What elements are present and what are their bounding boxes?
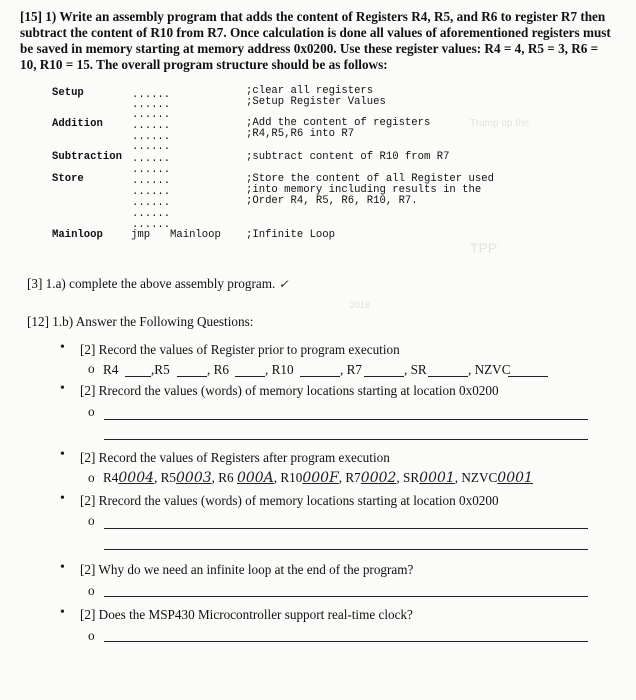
question-2: [2] Rrecord the values (words) of memory locations starting at location 0x0200 — [80, 383, 499, 398]
mainloop-operand: Mainloop — [170, 229, 221, 241]
dots: ...... — [132, 120, 171, 132]
answer-blank[interactable] — [125, 376, 151, 377]
addition-comment-2: ;R4,R5,R6 into R7 — [246, 128, 355, 140]
q1-reg-r7: , R7 — [340, 362, 362, 377]
answer-line[interactable] — [104, 549, 588, 550]
dots: ...... — [132, 153, 171, 165]
q1-reg-sr: , SR — [404, 362, 427, 377]
dots: ...... — [132, 164, 171, 176]
question-4: [2] Rrecord the values (words) of memory locations starting at location 0x0200 — [80, 493, 499, 508]
mainloop-instruction: jmp — [131, 229, 151, 241]
question-line-4: 10, R10 = 15. The overall program structure should be as follows: — [20, 57, 388, 72]
question-line-3: be saved in memory starting at memory address 0x0200. Use these register values: R4 = 4, R5 = 3, R6 = — [20, 41, 599, 56]
part-a-label: [3] 1.a) complete the above assembly program. — [27, 276, 276, 291]
watermark-text: 2018 — [350, 300, 371, 310]
answer-line[interactable] — [104, 641, 588, 642]
question-3: [2] Record the values of Registers after program execution — [80, 450, 390, 465]
answer-blank[interactable] — [300, 376, 340, 377]
q1-reg-r10: , R10 — [265, 362, 294, 377]
store-comment-3: ;Order R4, R5, R6, R10, R7. — [246, 195, 418, 207]
answer-blank[interactable] — [508, 376, 548, 377]
r7-handwritten-value: 0002 — [360, 470, 397, 486]
answer-blank[interactable] — [428, 376, 468, 377]
addition-comment-1: ;Add the content of registers — [246, 117, 431, 129]
question-number: 1) — [45, 9, 57, 24]
circle-bullet-icon: o — [88, 404, 95, 419]
bullet-icon: • — [60, 381, 65, 396]
r6-handwritten-value: 000A — [236, 470, 274, 486]
dots: ...... — [132, 131, 171, 143]
setup-comment-1: ;clear all registers — [246, 85, 374, 97]
sr-handwritten-value: 0001 — [419, 470, 455, 486]
mainloop-label: Mainloop — [52, 229, 103, 241]
dots: ...... — [132, 208, 171, 220]
answer-line[interactable] — [104, 439, 588, 440]
dots: ...... — [132, 175, 171, 187]
store-comment-1: ;Store the content of all Register used — [246, 173, 494, 185]
answer-line[interactable] — [104, 528, 588, 529]
r10-handwritten-value: 000F — [302, 470, 339, 486]
bullet-icon: • — [60, 560, 65, 575]
dots: ...... — [132, 197, 171, 209]
bullet-icon: • — [60, 340, 65, 355]
answer-line[interactable] — [104, 596, 588, 597]
question-points: [15] — [20, 9, 42, 24]
answer-blank[interactable] — [235, 376, 265, 377]
watermark-text: Trump up the — [470, 118, 530, 129]
watermark-text: TPP — [470, 240, 498, 256]
subtraction-label: Subtraction — [52, 151, 122, 163]
q1-reg-r5: ,R5 — [151, 362, 170, 377]
nzvc-handwritten-value: 0001 — [497, 470, 533, 486]
part-a-text — [27, 276, 289, 292]
question-6: [2] Does the MSP430 Microcontroller support real-time clock? — [80, 607, 413, 622]
dots: ...... — [132, 99, 171, 111]
question-1: [2] Record the values of Register prior to program execution — [80, 342, 400, 357]
q1-reg-r6: , R6 — [207, 362, 229, 377]
bullet-icon: • — [60, 491, 65, 506]
circle-bullet-icon: o — [88, 513, 95, 528]
setup-comment-2: ;Setup Register Values — [246, 96, 386, 108]
mainloop-comment: ;Infinite Loop — [246, 229, 336, 241]
answer-blank[interactable] — [177, 376, 207, 377]
setup-label: Setup — [52, 87, 84, 99]
answer-blank[interactable] — [364, 376, 404, 377]
question-header — [20, 9, 605, 25]
part-b-heading: [12] 1.b) Answer the Following Questions: — [27, 314, 254, 329]
question-5: [2] Why do we need an infinite loop at the end of the program? — [80, 562, 414, 577]
q3-answers: R40004, R50003, R6 000A, R10000F, R70002, SR0001, NZVC0001 — [103, 470, 533, 486]
q1-reg-nzvc: , NZVC — [468, 362, 511, 377]
dots: ...... — [132, 109, 171, 121]
q1-reg-r4: R4 — [103, 362, 119, 377]
dots: ...... — [132, 89, 171, 101]
subtraction-comment: ;subtract content of R10 from R7 — [246, 151, 450, 163]
question-line-1: Write an assembly program that adds the content of Registers R4, R5, and R6 to register R7 then — [59, 9, 606, 24]
bullet-icon: • — [60, 447, 65, 462]
dots: ...... — [132, 186, 171, 198]
answer-line[interactable] — [104, 419, 588, 420]
bullet-icon: • — [60, 605, 65, 620]
dots: ...... — [132, 219, 171, 231]
addition-label: Addition — [52, 118, 103, 130]
r4-handwritten-value: 0004 — [118, 470, 155, 486]
dots: ...... — [132, 141, 171, 153]
store-comment-2: ;into memory including results in the — [246, 184, 482, 196]
store-label: Store — [52, 173, 84, 185]
circle-bullet-icon: o — [88, 470, 95, 485]
circle-bullet-icon: o — [88, 361, 95, 376]
question-line-2: subtract the content of R10 from R7. Once calculation is done all values of aforementioned registers must — [20, 25, 611, 40]
check-mark-icon: ✓ — [278, 277, 289, 291]
r5-handwritten-value: 0003 — [176, 470, 212, 486]
circle-bullet-icon: o — [88, 583, 95, 598]
circle-bullet-icon: o — [88, 628, 95, 643]
